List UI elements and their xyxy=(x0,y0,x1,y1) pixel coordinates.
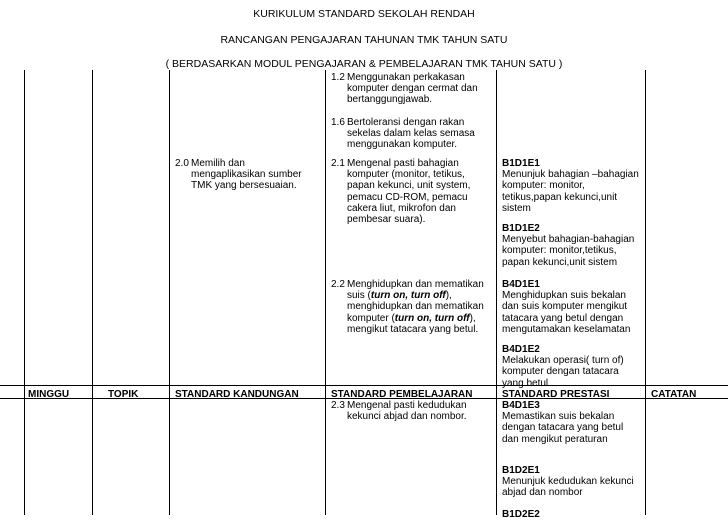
prestasi-text: Menunjuk kedudukan kekunci abjad dan nombor xyxy=(502,476,634,499)
prestasi-b4d1e2 xyxy=(502,344,642,389)
col-header-topik: TOPIK xyxy=(108,389,139,400)
item-number: 2.1 xyxy=(331,158,345,169)
item-number: 1.6 xyxy=(331,117,345,128)
document-note: ( BERDASARKAN MODUL PENGAJARAN & PEMBELAJARAN TMK TAHUN SATU ) xyxy=(165,58,563,70)
sp-item-1-6 xyxy=(331,117,494,151)
sp-item-2-1 xyxy=(331,158,481,225)
sp-item-2-2 xyxy=(331,279,494,335)
prestasi-code: B4D1E1 xyxy=(502,279,540,290)
col-header-minggu: MINGGU xyxy=(28,389,70,400)
prestasi-text: Memastikan suis bekalan dengan tatacara yang betul dan mengikut peraturan xyxy=(502,411,624,445)
item-text: Bertoleransi dengan rakan sekelas dalam kelas semasa menggunakan komputer. xyxy=(347,117,475,151)
item-text: Mengenal pasti kedudukan kekunci abjad dan nombor. xyxy=(347,400,467,423)
prestasi-text: Menghidupkan suis bekalan dan suis komputer mengikut tatacara yang betul dengan mengutamakan keselamatan xyxy=(502,290,631,335)
item-number: 2.2 xyxy=(331,279,345,290)
emphasis-term: turn on, turn off xyxy=(370,290,446,302)
prestasi-b1d1e1 xyxy=(502,158,642,214)
col-header-catatan: CATATAN xyxy=(651,389,697,400)
prestasi-text: Menyebut bahagian-bahagian komputer: monitor,tetikus, papan kekunci,unit sistem xyxy=(502,234,635,268)
col-header-standard-pembelajaran: STANDARD PEMBELAJARAN xyxy=(331,389,473,400)
prestasi-code: B4D1E3 xyxy=(502,400,540,411)
sk-item-2-0 xyxy=(175,158,321,192)
item-text xyxy=(347,279,494,335)
col-header-standard-kandungan: STANDARD KANDUNGAN xyxy=(175,389,299,400)
document-subtitle: RANCANGAN PENGAJARAN TAHUNAN TMK TAHUN SATU xyxy=(220,34,508,46)
prestasi-code: B1D1E1 xyxy=(502,158,540,169)
prestasi-code: B1D2E2 xyxy=(502,509,540,520)
text-part: ), menghidupkan dan mematikan komputer ( xyxy=(347,290,484,324)
sp-item-2-3 xyxy=(331,400,479,422)
prestasi-code: B1D2E1 xyxy=(502,465,540,476)
item-number: 2.3 xyxy=(331,400,345,411)
text-part: ), mengikut tatacara yang betul. xyxy=(347,312,479,335)
prestasi-code: B1D1E2 xyxy=(502,223,540,234)
prestasi-text: Melakukan operasi( turn of) komputer dengan tatacara yang betul xyxy=(502,355,624,389)
item-text: Mengenal pasti bahagian komputer (monitor, tetikus, papan kekunci, unit system, pemacu CD-ROM, pemacu cakera liut, mikrofon dan pembesar suara). xyxy=(347,158,471,226)
prestasi-b1d2e1 xyxy=(502,465,642,499)
prestasi-text: Menunjuk bahagian –bahagian komputer: monitor, tetikus,papan kekunci,unit sistem xyxy=(502,169,639,214)
prestasi-code: B4D1E2 xyxy=(502,344,540,355)
prestasi-b4d1e1 xyxy=(502,279,642,335)
prestasi-b4d1e3 xyxy=(502,400,642,445)
item-number: 1.2 xyxy=(331,72,345,83)
document-title: KURIKULUM STANDARD SEKOLAH RENDAH xyxy=(253,8,475,20)
sp-item-1-2 xyxy=(331,72,494,106)
prestasi-b1d1e2 xyxy=(502,223,642,268)
text-part: Menghidupkan dan mematikan suis ( xyxy=(347,279,484,302)
col-header-standard-prestasi: STANDARD PRESTASI xyxy=(502,389,610,400)
item-text: Memilih dan mengaplikasikan sumber TMK yang bersesuaian. xyxy=(191,158,302,192)
item-text: Menggunakan perkakasan komputer dengan cermat dan bertanggungjawab. xyxy=(347,72,478,106)
emphasis-term: turn on, turn off xyxy=(394,312,470,324)
item-number: 2.0 xyxy=(175,158,189,169)
